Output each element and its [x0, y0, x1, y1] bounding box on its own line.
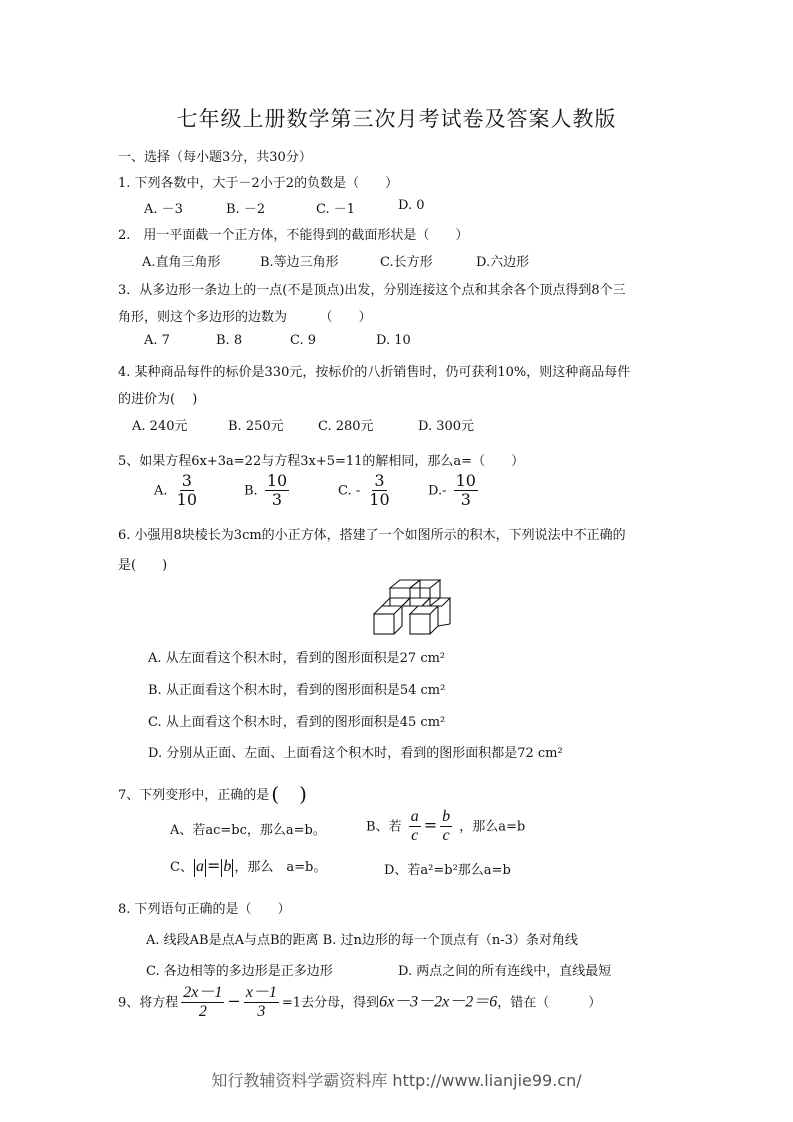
fraction-numerator: b [440, 808, 452, 827]
abs-b: b [223, 858, 232, 875]
q6-option-b: B. 从正面看这个积木时，看到的图形面积是54 cm² [148, 683, 446, 698]
answer-parentheses: ( ) [271, 782, 307, 806]
cube-edge [438, 624, 450, 626]
question-8-stem: 8. 下列语句正确的是（ ） [118, 902, 291, 917]
fraction-denominator: 3 [257, 1003, 266, 1021]
q3-option-a: A. 7 [144, 333, 170, 348]
fraction-x-1-over-3 [244, 984, 279, 1022]
fraction-a-over-c [409, 808, 421, 846]
question-4-stem-line1: 4. 某种商品每件的标价是330元，按标价的八折销售时，仍可获利10%，则这种商品每件 [118, 365, 631, 380]
q5-option-b [244, 472, 292, 510]
fraction-numerator: 3 [374, 471, 385, 490]
fraction-denominator: 10 [176, 490, 198, 510]
question-3-stem-line1: 3．从多边形一条边上的一点(不是顶点)出发，分别连接这个点和其余各个顶点得到8个三 [118, 283, 626, 298]
question-1-stem: 1. 下列各数中，大于－2小于2的负数是（ ） [118, 176, 399, 191]
q3-option-d: D. 10 [376, 333, 411, 348]
question-9-prefix: 9、将方程 [118, 995, 179, 1011]
cube-top-face [410, 606, 438, 614]
q4-option-b: B. 250元 [228, 419, 284, 434]
q2-option-b: B.等边三角形 [260, 255, 339, 270]
fraction-2x-1-over-2 [181, 984, 224, 1022]
footer-watermark: 知行教辅资料学霸资料库 http://www.lianjie99.cn/ [211, 1071, 582, 1090]
q5-option-d [428, 472, 481, 510]
fraction-denominator: 3 [271, 490, 283, 510]
question-6-stem-line2: 是( ) [118, 558, 168, 573]
q6-option-d: D. 分别从正面、左面、上面看这个积木时，看到的图形面积都是72 cm² [148, 746, 563, 761]
q5-option-b-label: B. [244, 483, 258, 499]
cube-front-face [410, 614, 430, 634]
q1-option-a: A. －3 [144, 202, 183, 217]
q7-option-b [366, 808, 525, 846]
fraction-numerator: 10 [266, 471, 288, 490]
q5-option-d-fraction [454, 472, 478, 510]
q2-option-d: D.六边形 [476, 255, 530, 270]
question-7-text: 7、下列变形中，正确的是 [118, 788, 270, 803]
fraction-denominator: c [411, 827, 419, 845]
q1-option-c: C. －1 [316, 202, 356, 217]
q8-option-c: C. 各边相等的多边形是正多边形 [146, 964, 333, 979]
question-3-stem-line2: 角形，则这个多边形的边数为 （ ） [118, 310, 372, 325]
fraction-denominator: 10 [369, 490, 390, 510]
fraction-numerator: 10 [455, 471, 476, 490]
q7-option-b-prefix: B、若 [366, 819, 402, 835]
q8-option-d: D. 两点之间的所有连线中，直线最短 [398, 964, 612, 979]
q6-option-a: A. 从左面看这个积木时，看到的图形面积是27 cm² [148, 651, 446, 666]
fraction-numerator: 2x－1 [181, 984, 224, 1003]
q7-option-c-prefix: C、 [170, 860, 193, 875]
stacked-cubes-figure [368, 578, 460, 638]
question-9-middle: =1去分母，得到 [281, 995, 380, 1011]
equals-sign: = [423, 815, 438, 835]
fraction-b-over-c [440, 808, 452, 846]
question-7-stem [118, 778, 307, 807]
section-heading: 一、选择（每小题3分，共30分） [118, 150, 312, 165]
q7-option-b-suffix: ，那么a=b [459, 819, 526, 835]
abs-bar [194, 859, 195, 877]
fraction-denominator: 3 [460, 490, 471, 510]
page-title: 七年级上册数学第三次月考试卷及答案人教版 [176, 107, 617, 131]
q5-option-a-fraction [175, 472, 199, 510]
cube-top-face [422, 598, 450, 606]
abs-a: a [195, 858, 204, 875]
fraction-denominator: c [442, 827, 450, 845]
q5-option-a-label: A. [154, 483, 168, 499]
q7-option-c-suffix: ，那么 a=b。 [234, 860, 327, 875]
q1-option-b: B. －2 [226, 202, 266, 217]
cube-top-face [410, 580, 440, 588]
q5-option-a [154, 472, 202, 510]
q3-option-c: C. 9 [290, 333, 317, 348]
q4-option-c: C. 280元 [318, 419, 374, 434]
minus-sign: − [227, 991, 241, 1011]
question-9-suffix: ，错在（ ） [497, 995, 602, 1011]
q5-option-c-fraction [367, 472, 391, 510]
fraction-numerator: a [409, 808, 421, 827]
q3-option-b: B. 8 [216, 333, 243, 348]
q5-option-d-label: D.- [428, 483, 447, 499]
q1-option-d: D. 0 [398, 198, 425, 213]
cube-top-face [374, 606, 402, 614]
q7-option-d: D、若a²=b²那么a=b [384, 863, 511, 878]
q4-option-a: A. 240元 [132, 419, 188, 434]
q5-option-c-label: C. - [338, 483, 361, 499]
question-9-equation: 6x－3－2x－2＝6 [379, 993, 498, 1011]
q7-option-a: A、若ac=bc，那么a=b。 [170, 823, 326, 838]
fraction-numerator: x－1 [244, 984, 279, 1003]
q5-option-c [338, 472, 395, 510]
cube-front-face [374, 614, 394, 634]
q5-option-b-fraction [265, 472, 289, 510]
fraction-denominator: 2 [198, 1003, 207, 1021]
fraction-numerator: 3 [181, 471, 192, 490]
question-2-stem: 2. 用一平面截一个正方体，不能得到的截面形状是（ ） [118, 228, 469, 243]
question-4-stem-line2: 的进价为( ) [118, 392, 198, 407]
q4-option-d: D. 300元 [418, 419, 475, 434]
question-5-stem: 5、如果方程6x+3a=22与方程3x+5=11的解相同，那么a=（ ） [118, 454, 525, 469]
abs-bar [205, 859, 206, 877]
q8-option-ab: A. 线段AB是点A与点B的距离 B. 过n边形的每一个顶点有（n-3）条对角线 [146, 933, 578, 948]
question-9 [118, 984, 601, 1022]
q7-option-c [170, 856, 326, 877]
q2-option-c: C.长方形 [380, 255, 433, 270]
equals-sign: = [206, 856, 221, 875]
q2-option-a: A.直角三角形 [142, 255, 221, 270]
q6-option-c: C. 从上面看这个积木时，看到的图形面积是45 cm² [148, 715, 446, 730]
question-6-stem-line1: 6. 小强用8块棱长为3cm的小正方体，搭建了一个如图所示的积木，下列说法中不正确的 [118, 528, 626, 543]
